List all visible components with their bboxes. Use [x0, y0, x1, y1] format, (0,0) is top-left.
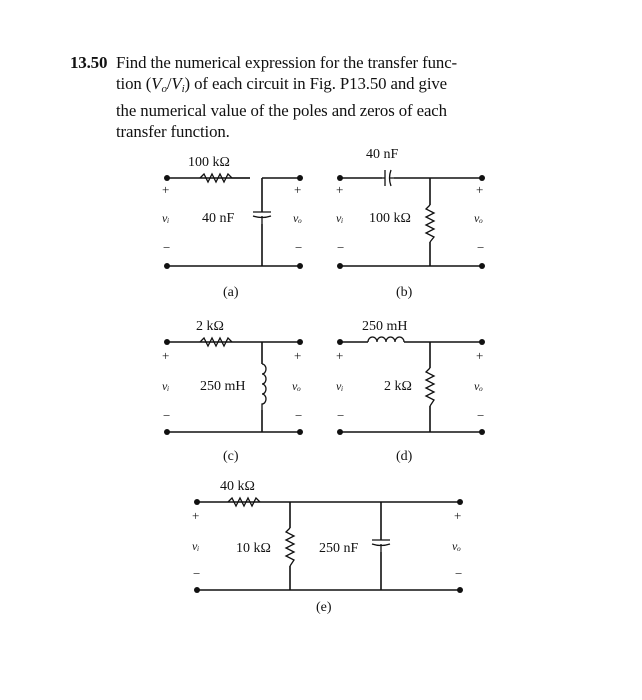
resistor-2k-d [426, 368, 434, 406]
plus-a-out: + [294, 182, 302, 197]
plus-e-in: + [192, 508, 200, 523]
terminal-c-in-top [164, 339, 170, 345]
terminal-d-in-bot [337, 429, 343, 435]
terminal-d-out-top [479, 339, 485, 345]
problem-line-4: transfer function. [116, 122, 230, 141]
plus-e-out: + [454, 508, 462, 523]
caption-e: (e) [316, 600, 332, 615]
plus-d-out: + [476, 348, 484, 363]
capacitor-250nf-e [372, 540, 390, 552]
terminal-e-out-top [457, 499, 463, 505]
capacitor-40nf-b [382, 170, 394, 186]
label-b-series: 40 nF [366, 147, 399, 162]
label-c-shunt: 250 mH [200, 379, 246, 394]
minus-d-out: − [477, 408, 485, 423]
terminal-a-in-bot [164, 263, 170, 269]
terminal-a-out-top [297, 175, 303, 181]
plus-d-in: + [336, 348, 344, 363]
vout-e: vₒ [452, 539, 461, 553]
minus-c-in: − [163, 408, 171, 423]
vin-a: vᵢ [162, 211, 170, 225]
circuit-e [192, 479, 463, 615]
resistor-100k-b [426, 205, 434, 242]
terminal-e-in-top [194, 499, 200, 505]
label-b-shunt: 100 kΩ [369, 211, 411, 226]
problem-number: 13.50 [70, 53, 108, 72]
terminal-b-out-bot [479, 263, 485, 269]
problem-line-3: the numerical value of the poles and zeros of each [116, 101, 447, 120]
minus-b-out: − [477, 240, 485, 255]
minus-a-in: − [163, 240, 171, 255]
plus-c-in: + [162, 348, 170, 363]
line2-slash: / [166, 74, 172, 93]
terminal-e-in-bot [194, 587, 200, 593]
vout-d: vₒ [474, 379, 483, 393]
label-e-shunt1: 10 kΩ [236, 541, 271, 556]
inductor-250mh-d [368, 337, 404, 342]
problem-line-1: Find the numerical expression for the transfer func- [116, 53, 458, 72]
line2-prefix: tion ( [116, 74, 152, 93]
plus-b-in: + [336, 182, 344, 197]
label-d-shunt: 2 kΩ [384, 379, 412, 394]
circuit-d [336, 319, 485, 464]
terminal-c-in-bot [164, 429, 170, 435]
plus-c-out: + [294, 348, 302, 363]
minus-c-out: − [295, 408, 303, 423]
inductor-250mh-c [262, 364, 266, 410]
terminal-a-out-bot [297, 263, 303, 269]
capacitor-40nf-a [253, 212, 271, 224]
label-a-series: 100 kΩ [188, 155, 230, 170]
vin-c: vᵢ [162, 379, 170, 393]
terminal-d-in-top [337, 339, 343, 345]
minus-b-in: − [337, 240, 345, 255]
terminal-e-out-bot [457, 587, 463, 593]
line2-suffix: ) of each circuit in Fig. P13.50 and give [184, 74, 448, 93]
plus-a-in: + [162, 182, 170, 197]
vout-a: vₒ [293, 211, 302, 225]
terminal-b-out-top [479, 175, 485, 181]
vin-b: vᵢ [336, 211, 344, 225]
terminal-b-in-bot [337, 263, 343, 269]
terminal-c-out-top [297, 339, 303, 345]
resistor-10k-e [286, 528, 294, 566]
line2-sub-i: i [181, 83, 185, 95]
plus-b-out: + [476, 182, 484, 197]
vout-c: vₒ [292, 379, 301, 393]
line2-v-out: V [151, 74, 162, 93]
label-e-shunt2: 250 nF [319, 541, 359, 556]
caption-b: (b) [396, 285, 413, 300]
circuit-c [162, 319, 303, 464]
line2-sub-o: o [161, 83, 167, 95]
caption-c: (c) [223, 449, 239, 464]
minus-e-in: − [193, 566, 201, 581]
terminal-b-in-top [337, 175, 343, 181]
label-d-series: 250 mH [362, 319, 408, 334]
minus-e-out: − [455, 566, 463, 581]
label-e-series: 40 kΩ [220, 479, 255, 494]
minus-d-in: − [337, 408, 345, 423]
line2-v-in: V [171, 74, 182, 93]
terminal-d-out-bot [479, 429, 485, 435]
circuit-b [336, 147, 485, 300]
terminal-c-out-bot [297, 429, 303, 435]
caption-d: (d) [396, 449, 413, 464]
vin-d: vᵢ [336, 379, 344, 393]
circuit-a [162, 155, 303, 300]
label-c-series: 2 kΩ [196, 319, 224, 334]
minus-a-out: − [295, 240, 303, 255]
vin-e: vᵢ [192, 539, 200, 553]
label-a-shunt: 40 nF [202, 211, 235, 226]
vout-b: vₒ [474, 211, 483, 225]
terminal-a-in-top [164, 175, 170, 181]
caption-a: (a) [223, 285, 239, 300]
